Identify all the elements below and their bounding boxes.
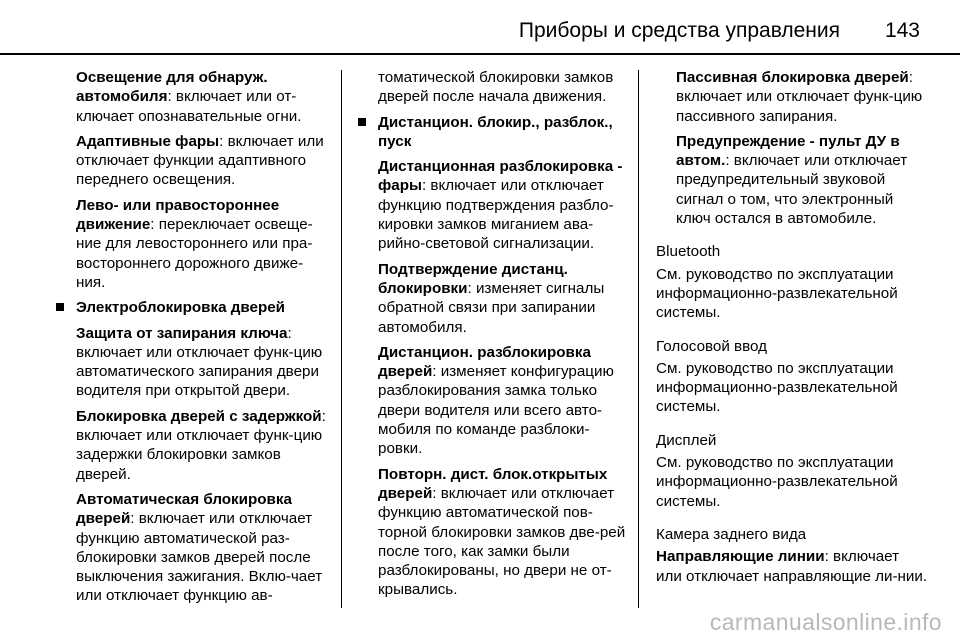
setting-item — [358, 260, 630, 337]
continuation-paragraph: томатической блокировки замков дверей после начала движения. — [378, 69, 614, 106]
bullet-heading — [56, 298, 328, 317]
setting-term: Дистанцион. разблокировка дверей — [378, 343, 591, 381]
setting-item — [56, 68, 328, 126]
continuation-text — [358, 68, 630, 107]
section-body: См. руководство по эксплуатации информационно-развлекательной системы. — [656, 359, 898, 416]
setting-item — [56, 407, 328, 484]
section-body: См. руководство по эксплуатации информационно-развлекательной системы. — [656, 265, 898, 322]
setting-item — [358, 343, 630, 459]
setting-description: : включает или отключает функ-цию пассивного запирания. — [676, 69, 923, 125]
setting-term: Автоматическая блокировка дверей — [76, 490, 292, 528]
section-display — [656, 431, 928, 511]
section-bluetooth — [656, 242, 928, 322]
page-number: 143 — [884, 19, 920, 42]
column-3 — [656, 68, 928, 592]
setting-item — [56, 196, 328, 292]
setting-term: Подтверждение дистанц. блокировки — [378, 260, 568, 297]
setting-term: Лево- или правостороннее движение — [76, 196, 280, 234]
page-title: Приборы и средства управления — [518, 19, 840, 42]
section-title: Bluetooth — [656, 243, 721, 261]
setting-description: : включает или отключает направляющие ли-нии. — [656, 548, 928, 585]
section-title: Дисплей — [656, 431, 717, 449]
column-2 — [358, 68, 630, 606]
watermark: carmanualsonline.info — [709, 609, 942, 635]
setting-item — [56, 132, 328, 190]
setting-description: : переключает освеще-ние для левостороннего или пра-востороннего дорожного движе-ния. — [76, 216, 313, 291]
setting-description: : включает или отключает функцию подтверждения разбло-кировки замков миганием ава-рийно-световой сигнализации. — [378, 177, 614, 253]
setting-description: : включает или отключает предупредительный звуковой сигнал о том, что электронный ключ остался в автомобиле. — [676, 152, 908, 228]
setting-term: Пассивная блокировка дверей — [676, 69, 909, 86]
setting-term: Блокировка дверей с задержкой — [76, 407, 322, 425]
setting-term: Дистанционная разблокировка - фары — [378, 158, 623, 195]
setting-term: Повторн. дист. блок.открытых дверей — [378, 465, 608, 502]
setting-term: Адаптивные фары — [76, 132, 220, 150]
setting-term: Предупреждение - пульт ДУ в автом. — [676, 132, 900, 170]
bullet-heading-text: Дистанцион. блокир., разблок., пуск — [378, 113, 613, 150]
setting-term: Защита от запирания ключа — [76, 324, 288, 342]
page-header — [0, 14, 960, 54]
setting-item — [656, 68, 928, 126]
setting-description: : включает или отключает функцию автоматической раз-блокировки замков дверей после выключения зажигания. Вклю-чает или отключает функцию ав- — [76, 510, 323, 605]
section-body: См. руководство по эксплуатации информационно-развлекательной системы. — [656, 454, 898, 510]
setting-description: : включает или отключает функ-цию автоматического запирания двери водителя при открытой двери. — [76, 324, 323, 400]
square-bullet-icon — [358, 118, 366, 126]
section-voice-input — [656, 337, 928, 417]
setting-item — [656, 132, 928, 228]
setting-description: : включает или от-ключает опознавательные огни. — [76, 88, 302, 125]
header-divider — [0, 53, 960, 55]
setting-description: : включает или отключает функ-цию задержки блокировки замков дверей. — [76, 407, 326, 483]
setting-description: : изменяет конфигурацию разблокирования замка только двери водителя или всего авто-мобиля по команде разблоки-ровки. — [378, 363, 614, 458]
setting-term: Направляющие линии — [656, 548, 825, 566]
setting-description: : включает или отключает функции адаптивного переднего освещения. — [76, 132, 324, 189]
column-divider — [341, 70, 342, 608]
setting-item — [358, 465, 630, 600]
square-bullet-icon — [56, 303, 64, 311]
setting-item — [358, 157, 630, 253]
section-rear-camera — [656, 525, 928, 544]
section-title: Голосовой ввод — [656, 337, 767, 355]
setting-item — [56, 490, 328, 606]
setting-description: : изменяет сигналы обратной связи при запирании автомобиля. — [378, 279, 605, 336]
bullet-heading-text: Электроблокировка дверей — [76, 299, 286, 317]
setting-term: Освещение для обнаруж. автомобиля — [76, 69, 268, 106]
setting-description: : включает или отключает функцию автоматической пов-торной блокировки замков две-рей после того, как замки были разблокированы, но двери не от-крывались. — [378, 484, 626, 599]
column-divider — [638, 70, 639, 608]
setting-item — [656, 547, 928, 586]
setting-item — [56, 324, 328, 401]
bullet-heading — [358, 113, 630, 152]
section-title: Камера заднего вида — [656, 525, 807, 543]
column-1 — [56, 68, 328, 612]
